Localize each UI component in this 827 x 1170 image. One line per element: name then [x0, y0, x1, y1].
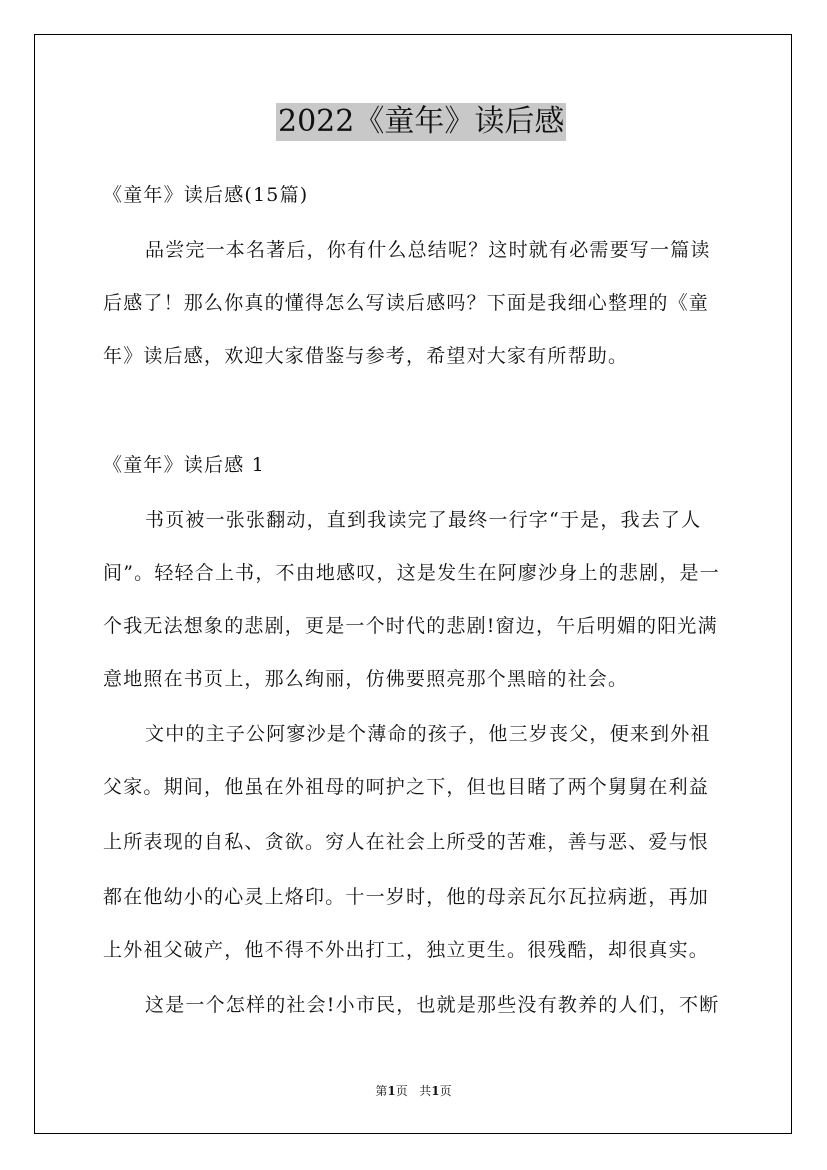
- total-suffix: 页: [439, 1084, 452, 1098]
- paragraph1-line-4: 意地照在书页上，那么绚丽，仿佛要照亮那个黑暗的社会。: [103, 668, 629, 690]
- document-title: 2022《童年》读后感: [278, 104, 565, 139]
- total-prefix: 共: [419, 1084, 432, 1098]
- page-number: 1: [387, 1084, 396, 1098]
- intro-line-3: 年》读后感，欢迎大家借鉴与参考，希望对大家有所帮助。: [103, 345, 629, 367]
- page-suffix: 页: [395, 1084, 408, 1098]
- paragraph2-line-1: 文中的主子公阿寥沙是个薄命的孩子，他三岁丧父，便来到外祖: [145, 723, 711, 745]
- paragraph1-line-2: 间”。轻轻合上书，不由地感叹，这是发生在阿廖沙身上的悲剧，是一: [103, 562, 720, 584]
- section-heading: 《童年》读后感 1: [103, 454, 265, 476]
- intro-line-2: 后感了！那么你真的懂得怎么写读后感吗？下面是我细心整理的《童: [103, 292, 710, 314]
- total-pages: 1: [431, 1084, 440, 1098]
- paragraph2-line-3: 上所表现的自私、贪欲。穷人在社会上所受的苦难，善与恶、爱与恨: [103, 831, 710, 853]
- intro-line-1: 品尝完一本名著后，你有什么总结呢？这时就有必需要写一篇读: [145, 239, 711, 261]
- paragraph1-line-1: 书页被一张张翻动，直到我读完了最终一行字“于是，我去了人: [145, 509, 702, 531]
- paragraph3-line-1: 这是一个怎样的社会!小市民，也就是那些没有教养的人们，不断: [145, 994, 720, 1016]
- page-prefix: 第: [375, 1084, 388, 1098]
- paragraph2-line-5: 上外祖父破产，他不得不外出打工，独立更生。很残酷，却很真实。: [103, 939, 710, 961]
- document-subtitle: 《童年》读后感(15篇): [103, 184, 309, 206]
- paragraph2-line-2: 父家。期间，他虽在外祖母的呵护之下，但也目睹了两个舅舅在利益: [103, 776, 710, 798]
- paragraph1-line-3: 个我无法想象的悲剧，更是一个时代的悲剧!窗边，午后明媚的阳光满: [103, 615, 718, 637]
- page-footer: [0, 1083, 827, 1099]
- paragraph2-line-4: 都在他幼小的心灵上烙印。十一岁时，他的母亲瓦尔瓦拉病逝，再加: [103, 886, 710, 908]
